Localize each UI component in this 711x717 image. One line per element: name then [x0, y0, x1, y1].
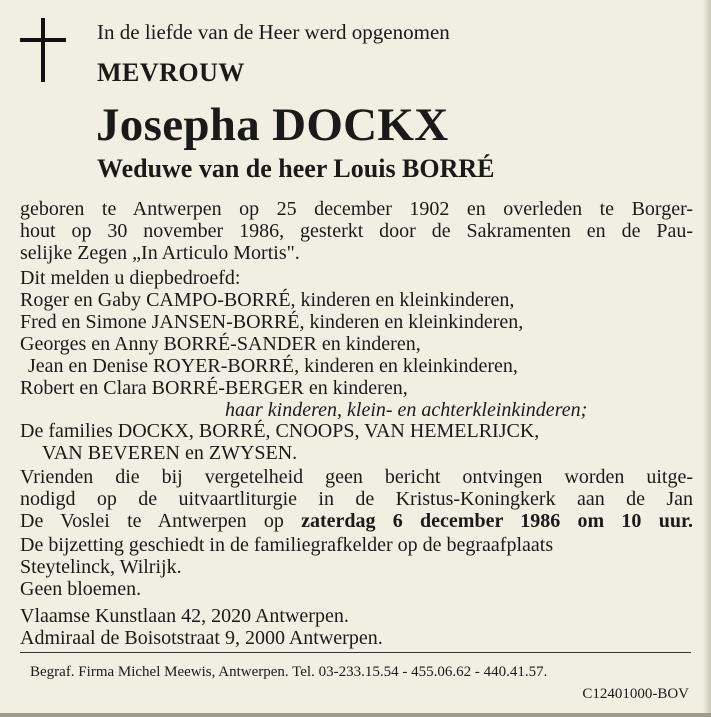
families-line: VAN BEVEREN en ZWYSEN.	[42, 442, 298, 464]
burial-line: De bijzetting geschiedt in de familiegrafkelder op de begraafplaats	[20, 534, 554, 556]
paper-edge-bottom	[0, 713, 711, 717]
flowers-line: Geen bloemen.	[20, 578, 142, 600]
funeral-line	[20, 510, 693, 532]
announcer-row: Georges en Anny BORRÉ-SANDER en kinderen,	[20, 333, 421, 355]
widow-line: Weduwe van de heer Louis BORRÉ	[97, 154, 495, 183]
announcer-row: Fred en Simone JANSEN-BORRÉ, kinderen en kleinkinderen,	[20, 311, 524, 333]
funeral-line: nodigd op de uitvaartliturgie in de Kristus-Koningkerk aan de Jan	[20, 488, 693, 510]
funeral-place: De Voslei te Antwerpen op	[20, 510, 284, 532]
deceased-name: Josepha DOCKX	[96, 99, 449, 151]
addresses-block	[20, 605, 693, 649]
birth-line: geboren te Antwerpen op 25 december 1902 en overleden te Borger-	[20, 198, 693, 220]
grandchildren-line: haar kinderen, klein- en achterkleinkinderen;	[225, 399, 588, 421]
announcer-row: Roger en Gaby CAMPO-BORRÉ, kinderen en kleinkinderen,	[20, 289, 515, 311]
footer-divider	[20, 652, 691, 653]
birth-line: selijke Zegen „In Articulo Mortis".	[20, 242, 300, 264]
funeral-paragraph	[20, 466, 693, 532]
flowers-note	[20, 578, 693, 600]
announcer-row: Jean en Denise ROYER-BORRÉ, kinderen en kleinkinderen,	[28, 355, 518, 377]
families-block	[20, 420, 693, 464]
birth-paragraph	[20, 198, 693, 264]
announcers-block	[20, 267, 693, 421]
burial-line: Steytelinck, Wilrijk.	[20, 556, 182, 578]
reference-code: C12401000-BOV	[582, 686, 689, 702]
address-line: Admiraal de Boisotstraat 9, 2000 Antwerpen.	[20, 627, 383, 649]
undertaker-line: Begraf. Firma Michel Meewis, Antwerpen. Tel. 03-233.15.54 - 455.06.62 - 440.41.57.	[30, 664, 548, 680]
families-line: De families DOCKX, BORRÉ, CNOOPS, VAN HEMELRIJCK,	[20, 420, 540, 442]
announcers-intro: Dit melden u diepbedroefd:	[20, 267, 241, 289]
cross-icon	[20, 18, 68, 82]
announcer-row: Robert en Clara BORRÉ-BERGER en kinderen,	[20, 377, 408, 399]
funeral-datetime: zaterdag 6 december 1986 om 10 uur.	[301, 510, 693, 532]
address-line: Vlaamse Kunstlaan 42, 2020 Antwerpen.	[20, 605, 349, 627]
birth-line: hout op 30 november 1986, gesterkt door de Sakramenten en de Pau-	[20, 220, 693, 242]
paper-edge-right	[703, 0, 711, 717]
intro-line: In de liefde van de Heer werd opgenomen	[97, 20, 450, 44]
burial-paragraph	[20, 534, 693, 578]
honorific-title: MEVROUW	[97, 58, 245, 87]
funeral-line: Vrienden die bij vergetelheid geen bericht ontvingen worden uitge-	[20, 466, 693, 488]
